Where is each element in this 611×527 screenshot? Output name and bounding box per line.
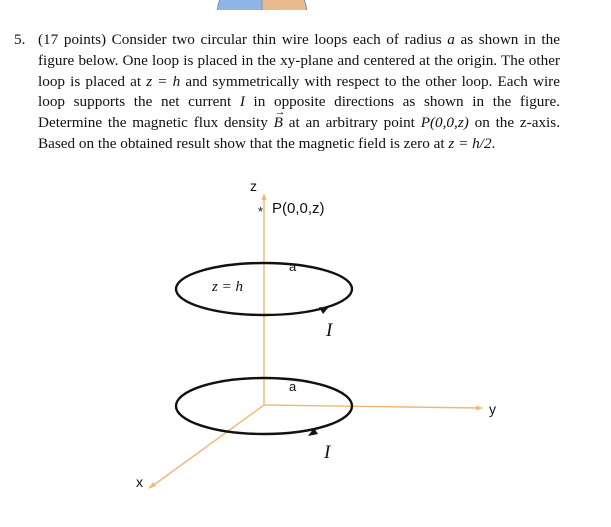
y-axis-label: y — [489, 401, 496, 417]
current-symbol: I — [239, 93, 245, 111]
problem-text-3: and symmetrically with respect to the other loop. Each wire loop supports the net current — [38, 72, 560, 111]
loop-position: z = h — [146, 72, 181, 90]
problem-points: (17 points) — [38, 31, 107, 48]
z-axis-arrowhead — [262, 193, 267, 200]
point-marker-icon: * — [258, 204, 264, 219]
problem-number: 5. — [14, 31, 26, 48]
problem-text-2: as shown in the figure below. One loop is placed in the xy-plane and centered at the origin. The other loop is placed at — [38, 31, 560, 90]
z-axis-label: z — [250, 178, 257, 194]
point-label: P(0,0,z) — [272, 200, 325, 217]
top-radius-label: a — [289, 259, 297, 274]
bottom-radius-label: a — [289, 379, 297, 394]
problem-text-7: . — [491, 134, 496, 152]
problem-text-5: at an arbitrary point — [282, 114, 421, 132]
y-axis-arrowhead — [476, 406, 483, 411]
x-axis-arrowhead — [148, 482, 156, 489]
y-axis — [264, 405, 479, 408]
top-current-arrow-icon — [319, 307, 328, 314]
x-axis-label: x — [136, 474, 143, 490]
radius-symbol: a — [447, 31, 455, 48]
zero-location: z = h/2 — [448, 134, 492, 152]
field-vector-symbol: → B — [274, 113, 283, 134]
top-loop-position-label: z = h — [212, 279, 243, 295]
problem-text-6: on the z-axis. Based on the obtained result show that the magnetic field is zero at — [38, 114, 560, 152]
problem-text-4: in opposite directions as shown in the figure. Determine the magnetic flux density — [38, 93, 560, 132]
point-expression: P(0,0,z) — [420, 114, 469, 132]
x-axis — [151, 405, 264, 487]
bottom-current-label: I — [324, 442, 331, 463]
top-current-label: I — [326, 320, 333, 341]
problem-text-1: Consider two circular thin wire loops each of radius — [106, 31, 448, 48]
